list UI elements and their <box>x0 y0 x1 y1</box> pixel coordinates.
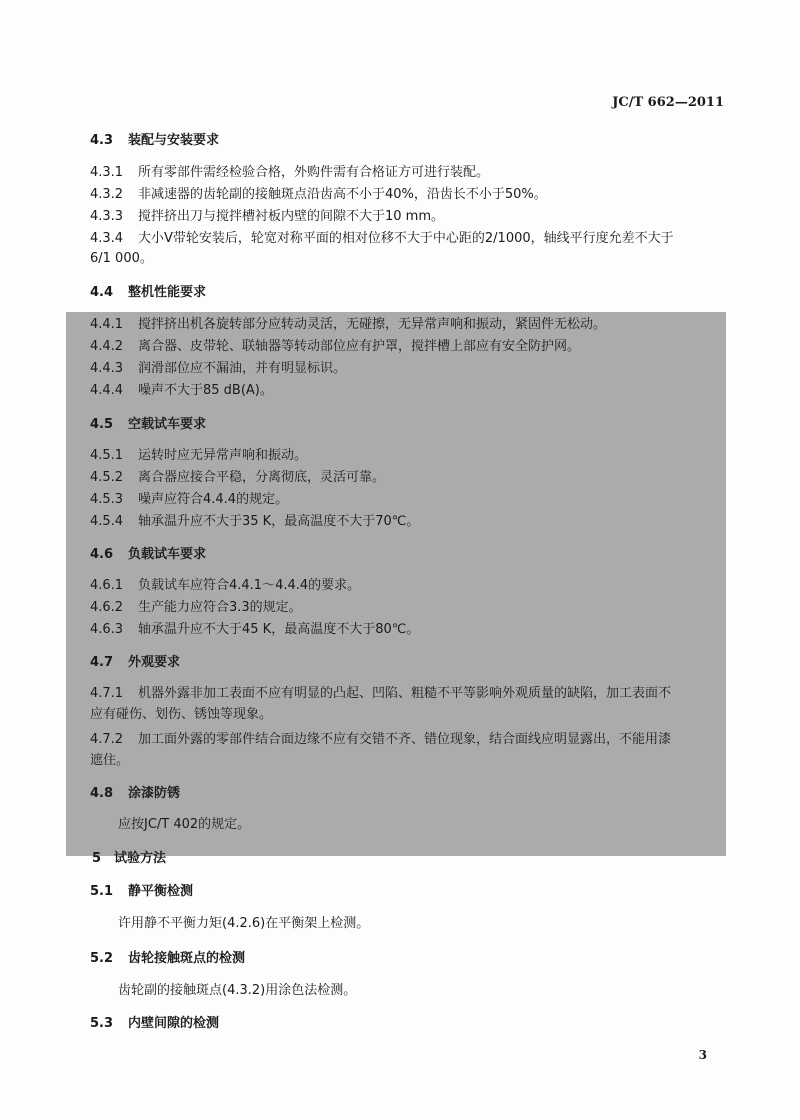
clause-continuation: 遮住。 <box>90 753 130 768</box>
page-number: 3 <box>698 1048 707 1062</box>
clause-number: 4.4.1 <box>90 317 124 332</box>
clause-number: 4.5.4 <box>90 514 124 529</box>
section-heading <box>90 786 180 802</box>
clause-text: 运转时应无异常声响和振动。 <box>138 448 308 463</box>
clause-text: 离合器应接合平稳，分离彻底，灵活可靠。 <box>138 470 386 485</box>
clause-text: 负载试车应符合4.4.1～4.4.4的要求。 <box>138 578 361 593</box>
clause-text: 轴承温升应不大于45 K，最高温度不大于80℃。 <box>138 622 420 637</box>
section-heading <box>90 547 206 563</box>
section-number: 4.8 <box>90 786 114 801</box>
body-text: 许用静不平衡力矩(4.2.6)在平衡架上检测。 <box>118 916 370 931</box>
section-number: 5.3 <box>90 1016 114 1031</box>
section-title: 装配与安装要求 <box>128 133 220 148</box>
section-heading <box>90 285 206 301</box>
section-heading <box>90 951 245 967</box>
clause-number: 4.7.1 <box>90 686 124 701</box>
clause-text: 搅拌挤出刀与搅拌槽衬板内壁的间隙不大于10 mm。 <box>138 209 445 224</box>
clause-number: 4.5.2 <box>90 470 124 485</box>
section-heading <box>90 417 206 433</box>
clause-number: 4.6.3 <box>90 622 124 637</box>
clause-line <box>90 339 580 355</box>
clause-line <box>90 187 547 203</box>
body-text: 齿轮副的接触斑点(4.3.2)用涂色法检测。 <box>118 983 357 998</box>
section-number: 4.6 <box>90 547 114 562</box>
clause-number: 4.6.1 <box>90 578 124 593</box>
clause-text: 机器外露非加工表面不应有明显的凸起、凹陷、粗糙不平等影响外观质量的缺陷，加工表面不 <box>138 686 672 701</box>
clause-line <box>90 514 419 530</box>
clause-text: 噪声应符合4.4.4的规定。 <box>138 492 289 507</box>
section-number: 4.3 <box>90 133 114 148</box>
clause-line <box>90 492 288 508</box>
clause-number: 4.5.1 <box>90 448 124 463</box>
section-title: 齿轮接触斑点的检测 <box>128 951 246 966</box>
clause-line <box>90 317 606 333</box>
clause-line <box>90 578 360 594</box>
section-title: 内壁间隙的检测 <box>128 1016 220 1031</box>
section-number: 4.4 <box>90 285 114 300</box>
section-number: 4.7 <box>90 655 114 670</box>
clause-number: 4.7.2 <box>90 732 124 747</box>
clause-line <box>90 470 385 486</box>
clause-text: 离合器、皮带轮、联轴器等转动部位应有护罩，搅拌槽上部应有安全防护网。 <box>138 339 581 354</box>
section-title: 负载试车要求 <box>128 547 207 562</box>
section-title: 静平衡检测 <box>128 884 194 899</box>
clause-line <box>90 165 489 181</box>
section-title: 空载试车要求 <box>128 417 207 432</box>
section-heading <box>90 133 219 149</box>
clause-line <box>90 361 346 377</box>
clause-text: 所有零部件需经检验合格，外购件需有合格证方可进行装配。 <box>138 165 490 180</box>
clause-continuation: 6/1 000。 <box>90 251 153 266</box>
clause-text: 搅拌挤出机各旋转部分应转动灵活，无碰擦，无异常声响和振动，紧固件无松动。 <box>138 317 607 332</box>
clause-text: 非减速器的齿轮副的接触斑点沿齿高不小于40%，沿齿长不小于50%。 <box>138 187 547 202</box>
clause-number: 4.3.2 <box>90 187 124 202</box>
section-title: 外观要求 <box>128 655 181 670</box>
chapter-title: 试验方法 <box>114 851 167 866</box>
clause-line <box>90 732 671 748</box>
clause-line <box>90 383 273 399</box>
section-title: 整机性能要求 <box>128 285 207 300</box>
clause-number: 4.3.3 <box>90 209 124 224</box>
clause-text: 润滑部位应不漏油，并有明显标识。 <box>138 361 347 376</box>
clause-number: 4.3.4 <box>90 231 124 246</box>
section-title: 涂漆防锈 <box>128 786 181 801</box>
clause-line <box>90 622 419 638</box>
clause-text: 加工面外露的零部件结合面边缘不应有交错不齐、错位现象，结合面线应明显露出，不能用漆 <box>138 732 672 747</box>
clause-line <box>90 209 444 225</box>
section-heading <box>90 655 180 671</box>
clause-text: 噪声不大于85 dB(A)。 <box>138 383 273 398</box>
chapter-heading <box>92 851 166 867</box>
standard-code: JC/T 662—2011 <box>612 95 724 110</box>
clause-text: 生产能力应符合3.3的规定。 <box>138 600 302 615</box>
clause-text: 轴承温升应不大于35 K，最高温度不大于70℃。 <box>138 514 420 529</box>
clause-number: 4.5.3 <box>90 492 124 507</box>
clause-number: 4.4.4 <box>90 383 124 398</box>
clause-number: 4.3.1 <box>90 165 124 180</box>
section-number: 4.5 <box>90 417 114 432</box>
clause-continuation: 应有碰伤、划伤、锈蚀等现象。 <box>90 707 273 722</box>
section-heading <box>90 1016 219 1032</box>
clause-line <box>90 448 307 464</box>
chapter-number: 5 <box>92 851 102 866</box>
clause-line <box>90 686 671 702</box>
clause-line <box>90 600 302 616</box>
body-text: 应按JC/T 402的规定。 <box>118 817 251 832</box>
clause-line <box>90 231 674 247</box>
section-number: 5.2 <box>90 951 114 966</box>
clause-text: 大小V带轮安装后，轮宽对称平面的相对位移不大于中心距的2/1000，轴线平行度允差不大于 <box>138 231 674 246</box>
clause-number: 4.4.2 <box>90 339 124 354</box>
clause-number: 4.6.2 <box>90 600 124 615</box>
section-number: 5.1 <box>90 884 114 899</box>
clause-number: 4.4.3 <box>90 361 124 376</box>
section-heading <box>90 884 193 900</box>
